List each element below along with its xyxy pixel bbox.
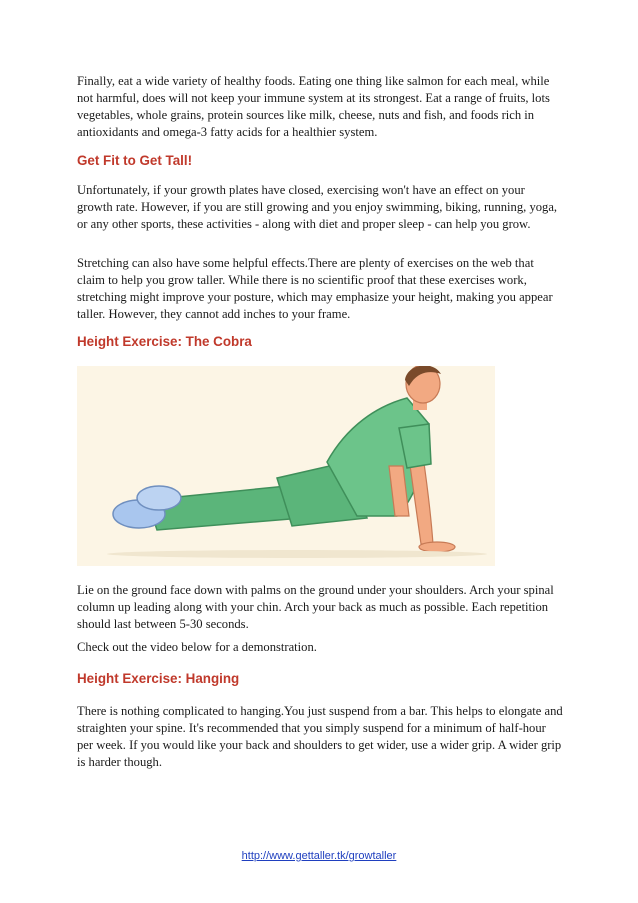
cobra-pose-drawing [77,366,495,566]
heading-hanging: Height Exercise: Hanging [77,671,240,686]
paragraph-stretching: Stretching can also have some helpful effects.There are plenty of exercises on the web that claim to help you grow taller. While there is no scientific proof that these exercises work, stretching might improve your posture, which may emphasize your height, making you appear taller. However, they cannot add inches to your frame. [77,256,553,321]
paragraph-growth-plates: Unfortunately, if your growth plates have closed, exercising won't have an effect on your growth rate. However, if you are still growing and you enjoy swimming, biking, running, yoga, or any other sports, these activities - along with diet and proper sleep - can help you grow. [77,183,558,231]
front-hand [419,542,455,552]
front-arm [409,456,433,544]
footer-link[interactable]: http://www.gettaller.tk/growtaller [241,850,397,862]
ground-shadow [107,550,487,558]
heading-cobra: Height Exercise: The Cobra [77,334,252,349]
cobra-pose-illustration [77,366,495,566]
front-shoe [137,486,181,510]
heading-get-fit: Get Fit to Get Tall! [77,153,193,168]
paragraph-video-note: Check out the video below for a demonstration. [77,640,317,654]
paragraph-hanging: There is nothing complicated to hanging.You just suspend from a bar. This helps to elongate and straighten your spine. It's recommended that you simply suspend for a minimum of half-hour per week. If you would like your back and shoulders to get wider, use a wider grip. A wider grip is harder though. [77,704,563,769]
paragraph-healthy-foods: Finally, eat a wide variety of healthy foods. Eating one thing like salmon for each meal, while not harmful, does will not keep your immune system at its strongest. Eat a range of fruits, lots vegetables, whole grains, protein sources like milk, cheese, nuts and fish, and foods rich in antioxidants and omega-3 fatty acids for a healthier system. [77,74,550,139]
paragraph-cobra-instructions: Lie on the ground face down with palms on the ground under your shoulders. Arch your spinal column up leading along with your chin. Arch your back as much as possible. Each repetition should last between 5-30 seconds. [77,583,554,631]
